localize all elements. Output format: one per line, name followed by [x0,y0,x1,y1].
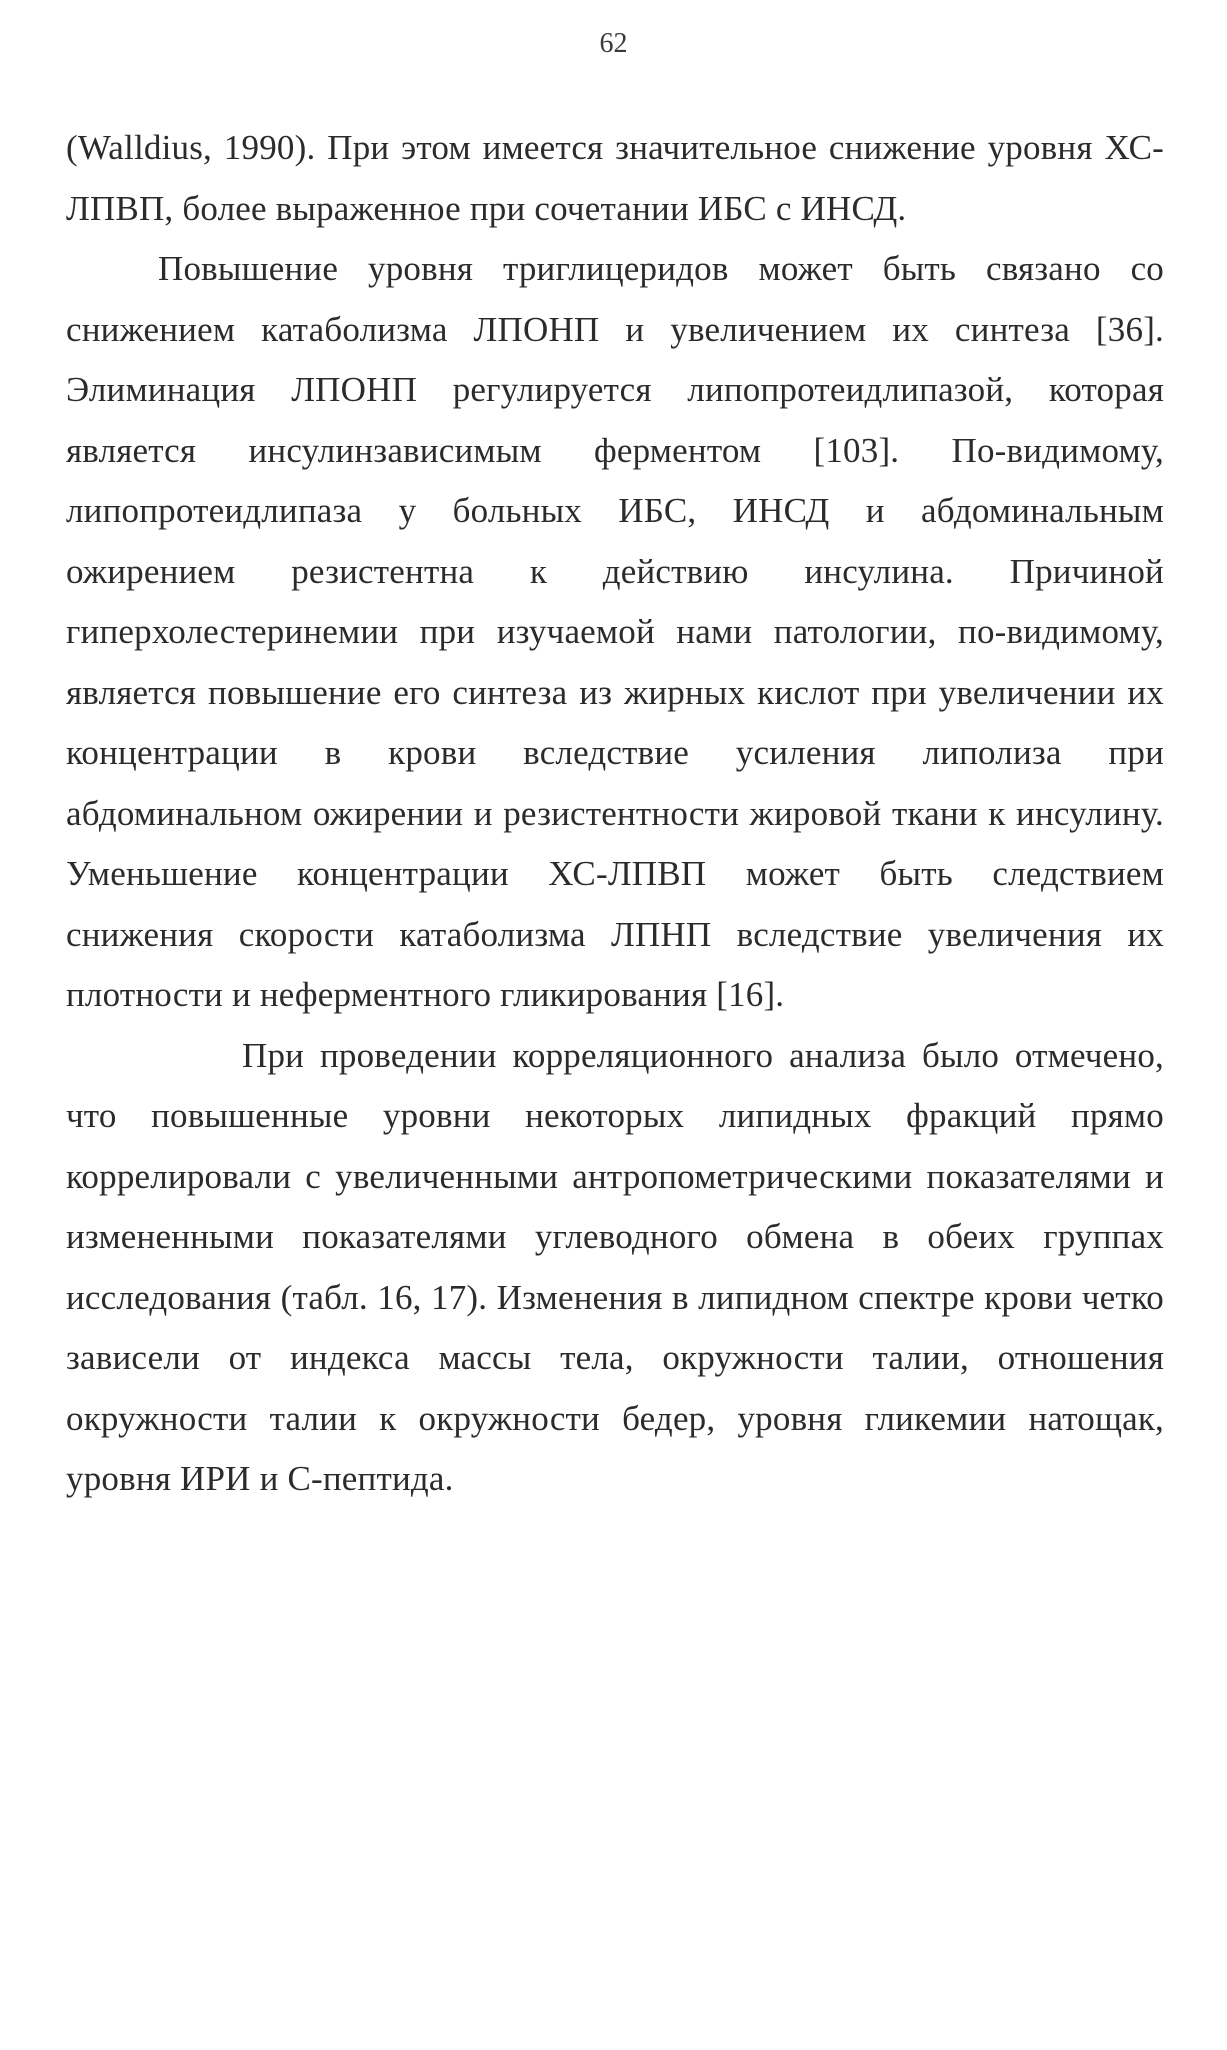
document-body [66,118,1164,1510]
page-number: 62 [599,28,628,59]
paragraph-triglycerides: Повышение уровня триглицеридов может быть связано со снижением катаболизма ЛПОНП и увеличением их синтеза [36]. Элиминация ЛПОНП регулируется липопротеидлипазой, которая является инсулинзависимым ферментом [103]. По-видимому, липопротеидлипаза у больных ИБС, ИНСД и абдоминальным ожирением резистентна к действию инсулина. Причиной гиперхолестеринемии при изучаемой нами патологии, по-видимому, является повышение его синтеза из жирных кислот при увеличении их концентрации в крови вследствие усиления липолиза при абдоминальном ожирении и резистентности жировой ткани к инсулину. Уменьшение концентрации ХС-ЛПВП может быть следствием снижения скорости катаболизма ЛПНП вследствие увеличения их плотности и неферментного гликирования [16]. [66,249,1164,1014]
paragraph-continuation: (Walldius, 1990). При этом имеется значительное снижение уровня ХС-ЛПВП, более выраженное при сочетании ИБС с ИНСД. [66,128,1164,228]
paragraph-correlation-analysis: При проведении корреляционного анализа было отмечено, что повышенные уровни некоторых липидных фракций прямо коррелировали с увеличенными антропометрическими показателями и измененными показателями углеводного обмена в обеих группах исследования (табл. 16, 17). Изменения в липидном спектре крови четко зависели от индекса массы тела, окружности талии, отношения окружности талии к окружности бедер, уровня гликемии натощак, уровня ИРИ и С-пептида. [66,1035,1164,1498]
